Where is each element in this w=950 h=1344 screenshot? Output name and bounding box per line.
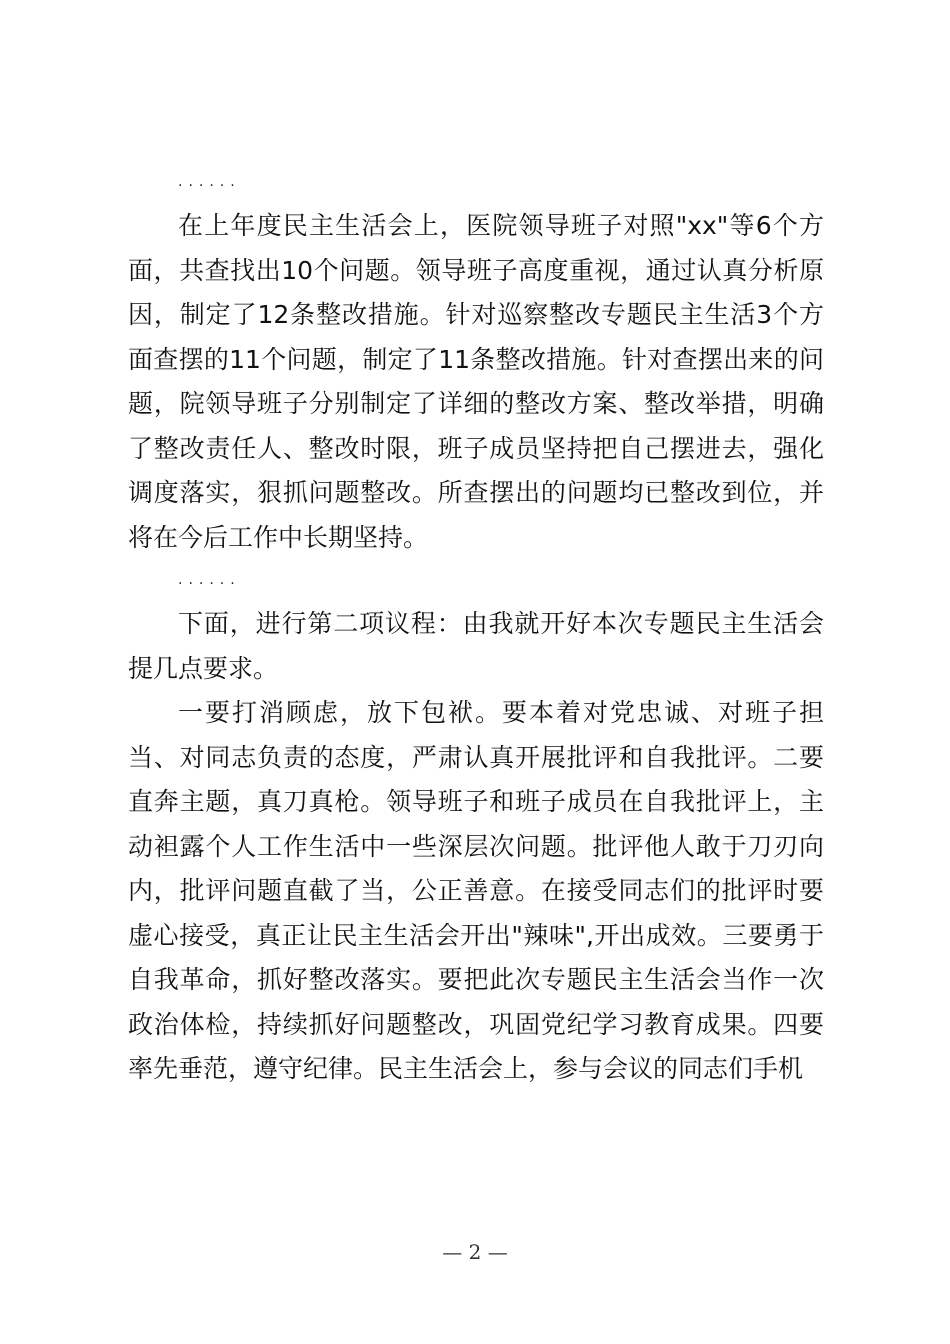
- page-number: — 2 —: [442, 1240, 508, 1264]
- ellipsis-marker: ······: [178, 178, 241, 194]
- document-body: [128, 174, 824, 1092]
- ellipsis-marker: ······: [178, 576, 241, 592]
- paragraph-requirements: 一要打消顾虑，放下包袱。要本着对党忠诚、对班子担当、对同志负责的态度，严肃认真开展批评和自我批评。二要直奔主题，真刀真枪。领导班子和班子成员在自我批评上，主动袒露个人工作生活中一些深层次问题。批评他人敢于刀刃向内，批评问题直截了当，公正善意。在接受同志们的批评时要虚心接受，真正让民主生活会开出"辣味",开出成效。三要勇于自我革命，抓好整改落实。要把此次专题民主生活会当作一次政治体检，持续抓好问题整改，巩固党纪学习教育成果。四要率先垂范，遵守纪律。民主生活会上，参与会议的同志们手机: [128, 698, 824, 1083]
- paragraph-rectification-review: 在上年度民主生活会上，医院领导班子对照"xx"等6个方面，共查找出10个问题。领导班子高度重视，通过认真分析原因，制定了12条整改措施。针对巡察整改专题民主生活3个方面查摆的11个问题，制定了11条整改措施。针对查摆出来的问题，院领导班子分别制定了详细的整改方案、整改举措，明确了整改责任人、整改时限，班子成员坚持把自己摆进去，强化调度落实，狠抓问题整改。所查摆出的问题均已整改到位，并将在今后工作中长期坚持。: [128, 211, 824, 552]
- paragraph-second-agenda: 下面，进行第二项议程：由我就开好本次专题民主生活会提几点要求。: [128, 609, 824, 683]
